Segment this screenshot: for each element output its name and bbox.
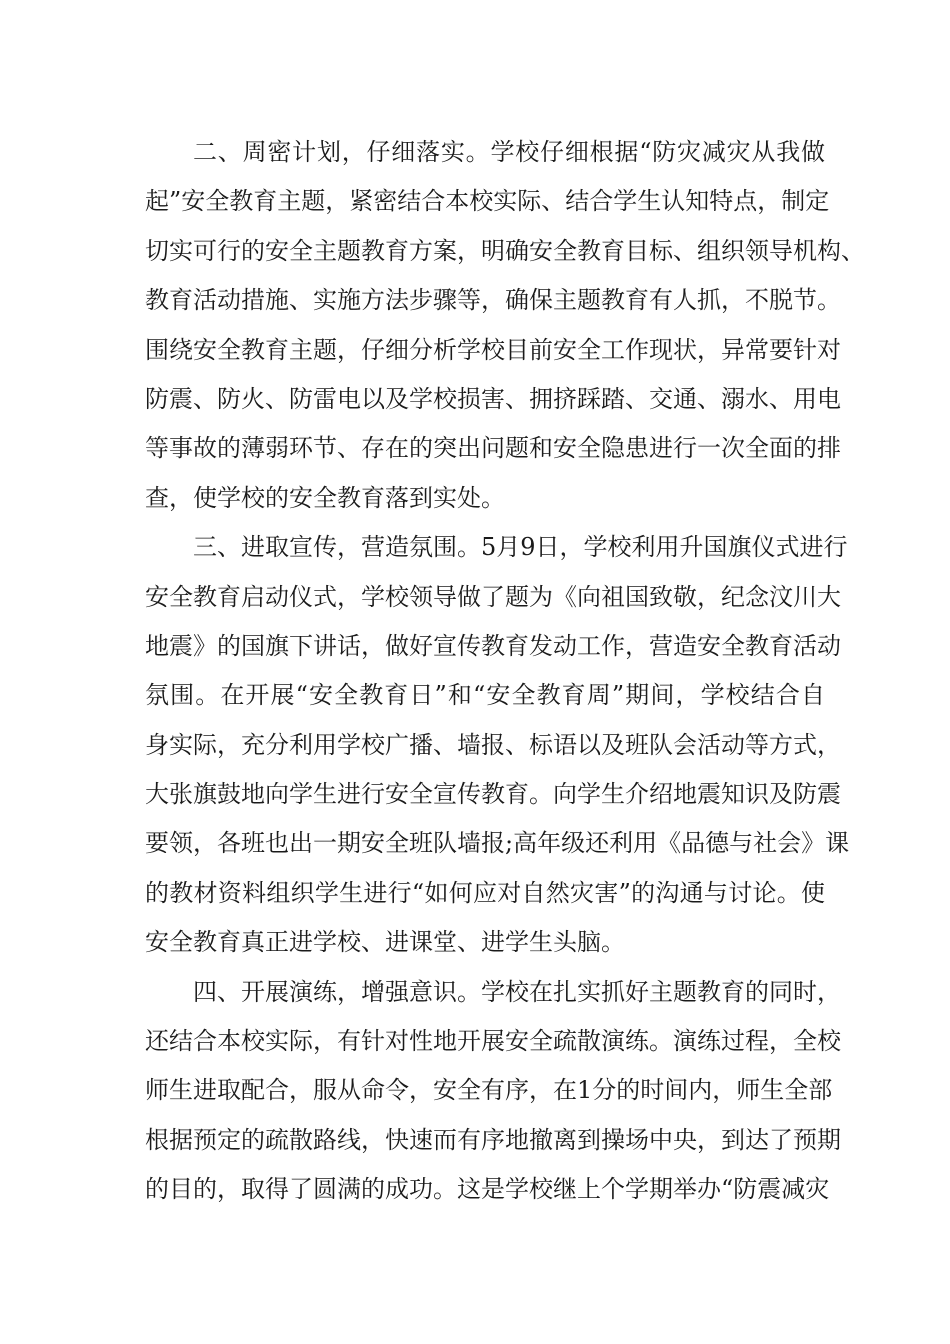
text-line: 的目的，取得了圆满的成功。这是学校继上个学期举办“防震减灾 — [145, 1175, 830, 1204]
document-body — [145, 128, 865, 1215]
text-line: 根据预定的疏散路线，快速而有序地撤离到操场中央，到达了预期 — [145, 1125, 841, 1154]
text-line: 身实际，充分利用学校广播、墙报、标语以及班队会活动等方式， — [145, 730, 841, 759]
text-line: 要领，各班也出一期安全班队墙报;高年级还利用《品德与社会》课 — [145, 829, 850, 858]
text-line: 防震、防火、防雷电以及学校损害、拥挤踩踏、交通、溺水、用电 — [145, 384, 841, 413]
text-line: 起”安全教育主题，紧密结合本校实际、结合学生认知特点，制定 — [145, 187, 830, 216]
text-line: 四、开展演练，增强意识。学校在扎实抓好主题教育的同时， — [193, 977, 841, 1006]
text-line: 氛围。在开展“安全教育日”和“安全教育周”期间，学校结合自 — [145, 681, 825, 710]
text-line: 查，使学校的安全教育落到实处。 — [145, 483, 505, 512]
text-line: 切实可行的安全主题教育方案，明确安全教育目标、组织领导机构、 — [145, 236, 865, 265]
paragraph-drill — [145, 968, 841, 1215]
text-line: 围绕安全教育主题，仔细分析学校目前安全工作现状，异常要针对 — [145, 335, 841, 364]
text-line: 安全教育真正进学校、进课堂、进学生头脑。 — [145, 928, 625, 957]
paragraph-plan — [145, 128, 865, 523]
paragraph-publicity — [145, 523, 850, 968]
text-line: 二、周密计划，仔细落实。学校仔细根据“防灾减灾从我做 — [193, 138, 825, 166]
text-line: 师生进取配合，服从命令，安全有序，在1分的时间内，师生全部 — [145, 1076, 833, 1105]
text-line: 三、进取宣传，营造氛围。5月9日，学校利用升国旗仪式进行 — [193, 533, 848, 562]
text-line: 等事故的薄弱环节、存在的突出问题和安全隐患进行一次全面的排 — [145, 434, 841, 463]
text-line: 安全教育启动仪式，学校领导做了题为《向祖国致敬，纪念汶川大 — [145, 582, 841, 611]
text-line: 地震》的国旗下讲话，做好宣传教育发动工作，营造安全教育活动 — [145, 631, 841, 660]
text-line: 大张旗鼓地向学生进行安全宣传教育。向学生介绍地震知识及防震 — [145, 780, 841, 809]
text-line: 的教材资料组织学生进行“如何应对自然灾害”的沟通与讨论。使 — [145, 878, 825, 907]
text-line: 教育活动措施、实施方法步骤等，确保主题教育有人抓，不脱节。 — [145, 286, 841, 315]
text-line: 还结合本校实际，有针对性地开展安全疏散演练。演练过程，全校 — [145, 1027, 841, 1056]
